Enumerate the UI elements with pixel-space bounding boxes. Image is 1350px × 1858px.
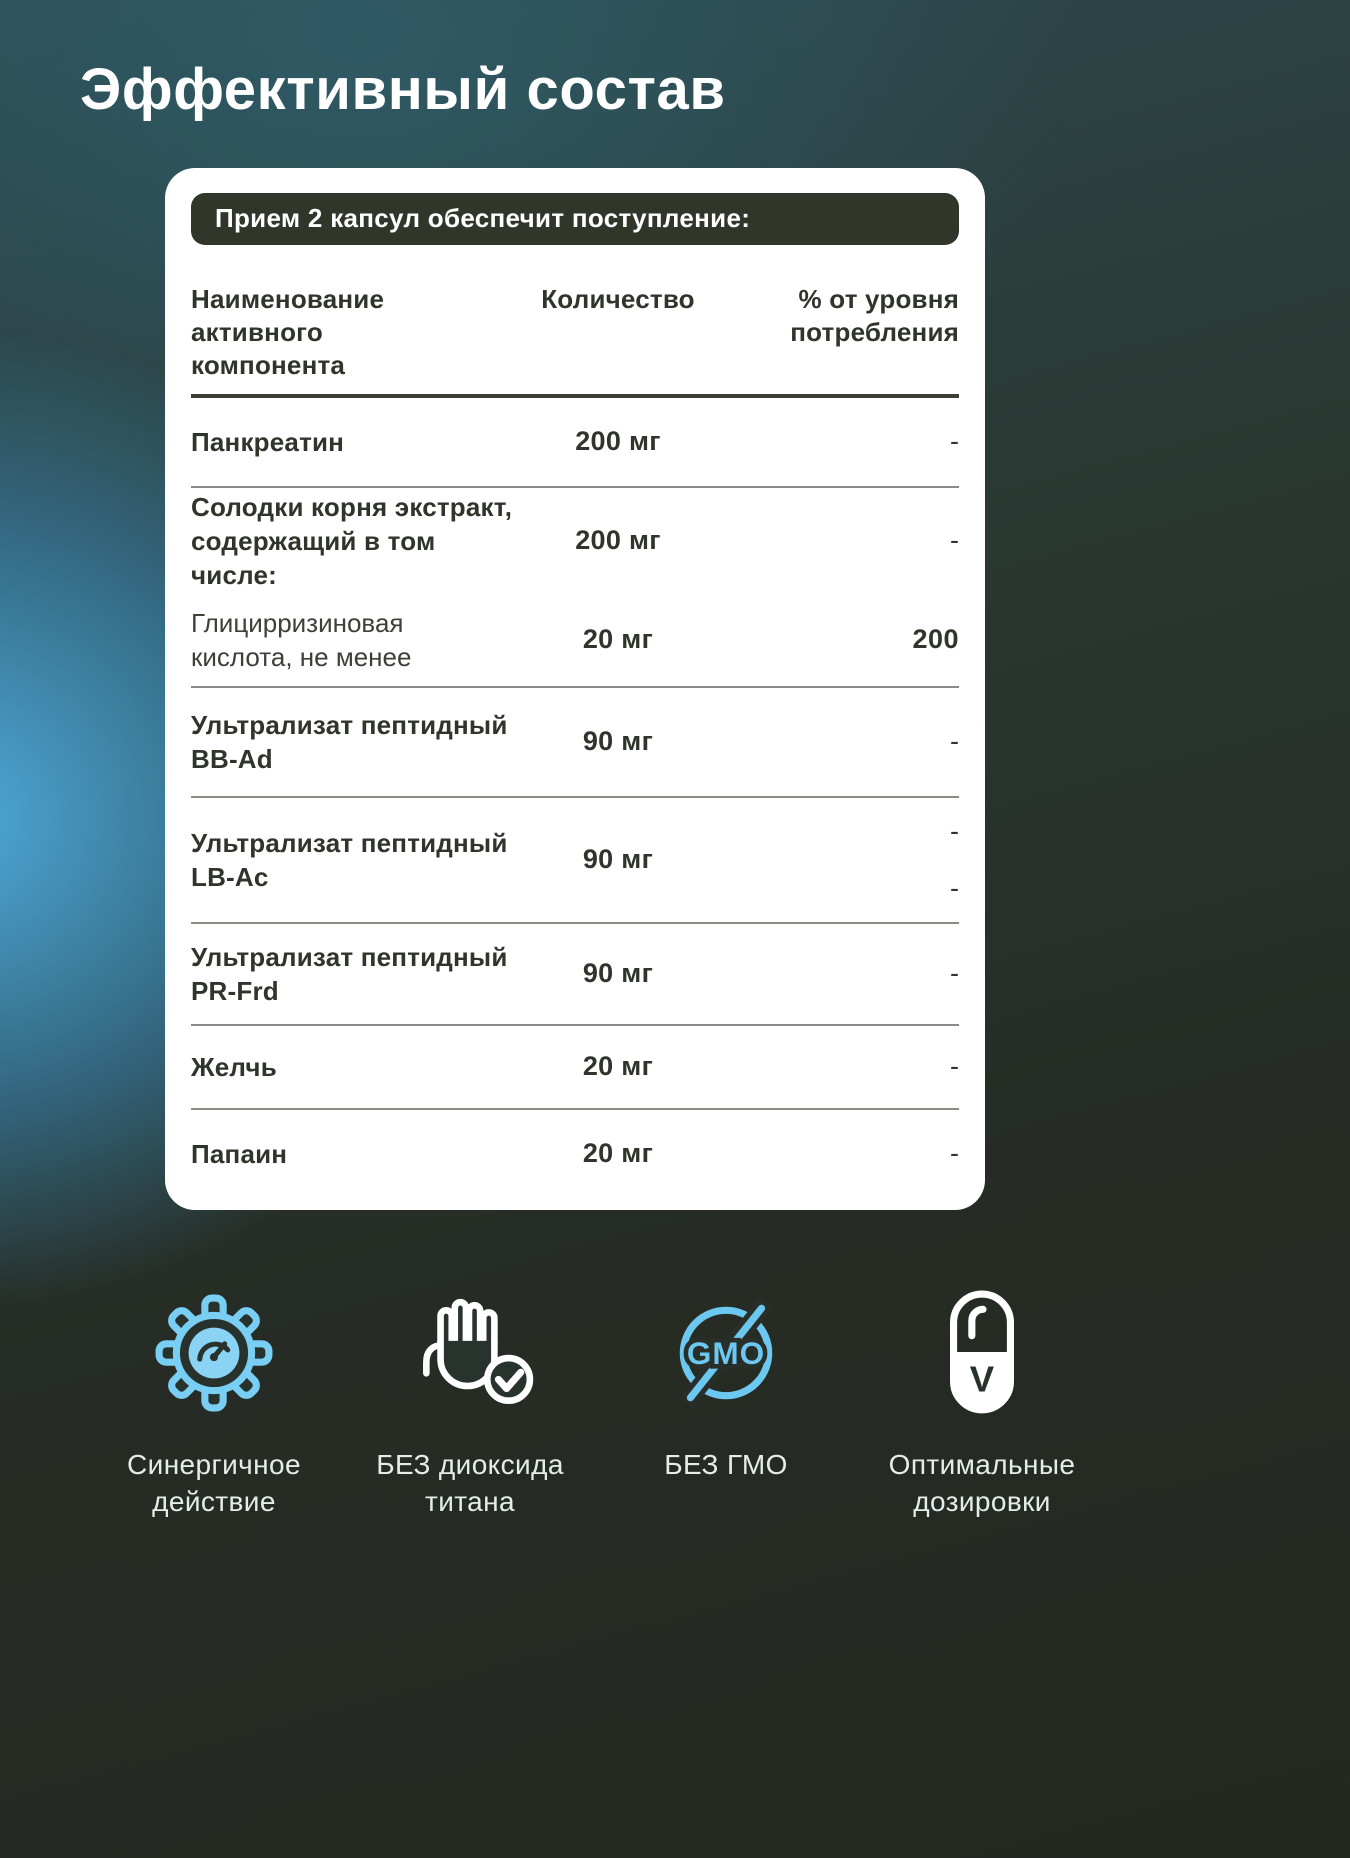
- table-header-row: [191, 245, 959, 398]
- badge-no-titanium-dioxide: [344, 1286, 596, 1521]
- ingredient-qty: 90 мг: [582, 958, 654, 989]
- sub-ingredient-name: Глицирризиновая кислота, не менее: [191, 607, 412, 672]
- ingredient-name: Ультрализат пептидный LB-Ac: [191, 827, 508, 892]
- ingredient-name: Ультрализат пептидный PR-Frd: [191, 941, 508, 1006]
- badge-optimal-dosage: [856, 1286, 1108, 1521]
- licorice-sub: [191, 594, 959, 686]
- col-header-qty: Количество: [541, 283, 695, 314]
- hand-check-icon: [404, 1292, 536, 1414]
- ingredient-name: Ультрализат пептидный BB-Ad: [191, 709, 508, 774]
- ingredient-pct: -: [950, 1051, 959, 1082]
- ingredient-qty: 90 мг: [582, 726, 654, 757]
- gmo-free-icon: [665, 1292, 787, 1414]
- ingredient-pct: -: [950, 815, 959, 846]
- infographic-page: [0, 58, 1350, 1521]
- ingredient-name: Солодки корня экстракт, содержащий в том числе:: [191, 491, 513, 590]
- composition-card: [165, 168, 985, 1210]
- badge-synergy: [88, 1286, 340, 1521]
- badge-label: Синергичное действие: [127, 1448, 301, 1517]
- sub-ingredient-qty: 20 мг: [582, 624, 654, 655]
- ingredient-pct: -: [950, 525, 959, 556]
- page-title: Эффективный состав: [80, 57, 726, 122]
- table-row-prfrd: [191, 924, 959, 1026]
- intake-banner: [191, 193, 959, 245]
- table-row-bbad: [191, 688, 959, 798]
- ingredient-pct: -: [950, 726, 959, 757]
- ingredient-pct-group: [721, 816, 959, 904]
- table-row-papain: [191, 1110, 959, 1198]
- col-header-pct: % от уровня потребления: [790, 283, 959, 347]
- licorice-main: [191, 488, 959, 594]
- ingredient-pct: -: [950, 426, 959, 457]
- ingredient-pct-extra: -: [950, 872, 959, 903]
- table-row-pancreatin: [191, 398, 959, 488]
- gmo-icon-text: GMO: [686, 1335, 766, 1372]
- badge-label: Оптимальные дозировки: [888, 1448, 1076, 1517]
- col-header-name: Наименование активного компонента: [191, 283, 385, 380]
- capsule-icon-text: V: [969, 1358, 995, 1400]
- badge-label: БЕЗ ГМО: [664, 1448, 788, 1480]
- ingredient-qty: 200 мг: [575, 525, 661, 556]
- sub-ingredient-pct: 200: [912, 624, 959, 655]
- ingredient-pct: -: [950, 1138, 959, 1169]
- table-row-licorice: [191, 488, 959, 688]
- ingredient-name: Панкреатин: [191, 426, 345, 457]
- ingredient-pct: -: [950, 958, 959, 989]
- capsule-icon: [921, 1288, 1043, 1418]
- badge-gmo-free: [600, 1286, 852, 1521]
- gear-gauge-icon: [153, 1292, 275, 1414]
- ingredient-qty: 20 мг: [582, 1051, 654, 1082]
- ingredient-name: Папаин: [191, 1138, 288, 1169]
- feature-badges: [88, 1286, 1108, 1521]
- ingredient-name: Желчь: [191, 1051, 277, 1082]
- badge-label: БЕЗ диоксида титана: [376, 1448, 564, 1517]
- intake-banner-text: Прием 2 капсул обеспечит поступление:: [215, 203, 751, 234]
- ingredient-qty: 20 мг: [582, 1138, 654, 1169]
- ingredient-qty: 90 мг: [582, 844, 654, 875]
- table-row-bile: [191, 1026, 959, 1110]
- ingredient-qty: 200 мг: [575, 426, 661, 457]
- table-row-lbac: [191, 798, 959, 924]
